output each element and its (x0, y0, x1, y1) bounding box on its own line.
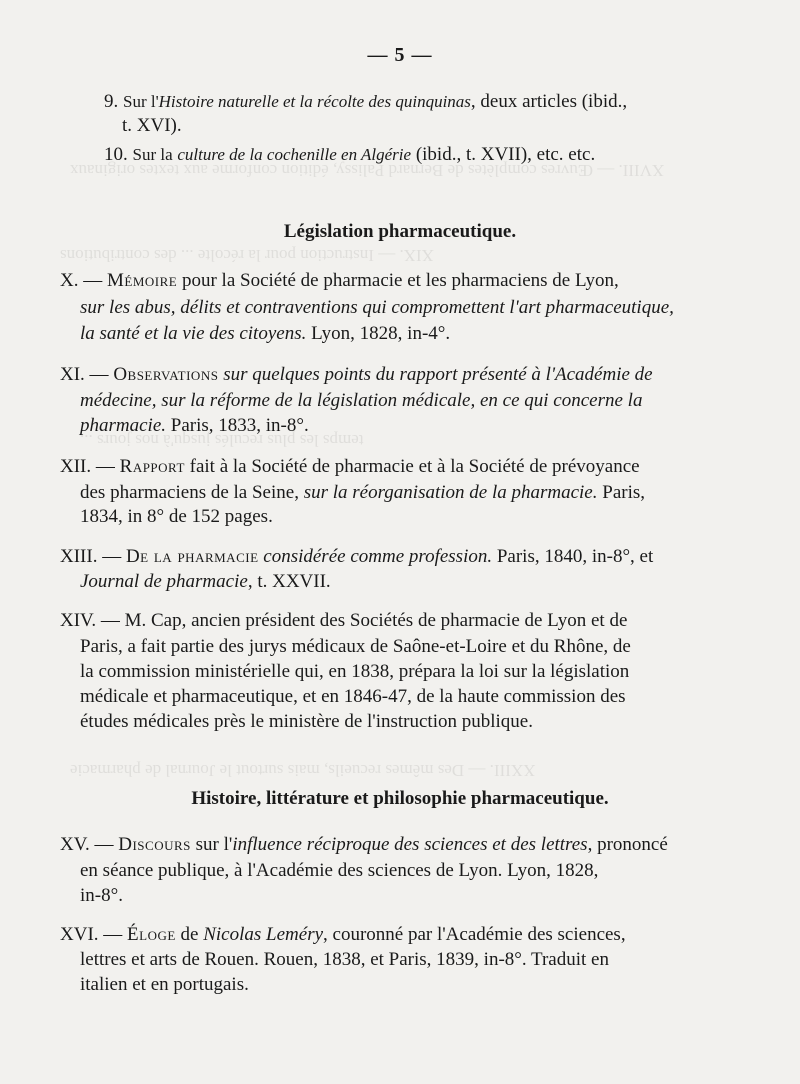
entry-numeral: X. — (60, 270, 103, 291)
entry-xiv-line-3: la commission ministérielle qui, en 1838, prépara la loi sur la législation (80, 661, 630, 682)
entry-text: de (180, 924, 199, 945)
entry-text: des pharmaciens de la Seine, (80, 482, 299, 503)
entry-italic-text: la santé et la vie des citoyens. (80, 323, 307, 344)
list-item-10 (104, 143, 595, 167)
entry-xvi-line-3: italien et en portugais. (80, 974, 249, 995)
entry-numeral: XI. — (60, 364, 109, 385)
entry-xv-line-2: en séance publique, à l'Académie des sciences de Lyon. Lyon, 1828, (80, 860, 599, 881)
bleed-through-text: XIX. — Instruction pour la récolte ... des contributions (60, 246, 434, 265)
entry-xiv-line-4: médicale et pharmaceutique, et en 1846-47, de la haute commission des (80, 686, 626, 707)
entry-xv-line-3: in-8°. (80, 885, 123, 906)
entry-xi-line-2 (80, 389, 642, 413)
entry-italic-text: médecine, sur la réforme de la législation médicale, en ce qui concerne la (80, 390, 643, 411)
entry-numeral: XIV. — (60, 610, 120, 631)
entry-xvi-line-2: lettres et arts de Rouen. Rouen, 1838, et Paris, 1839, in-8°. Traduit en (80, 949, 609, 970)
bleed-through-text: XVIII. — Œuvres complètes de Bernard Palissy, édition conforme aux textes originaux (70, 161, 665, 180)
list-item-9 (104, 90, 627, 114)
entry-italic-text: sur la réorganisation de la pharmacie. (303, 482, 598, 503)
entry-xi-line-3 (80, 414, 309, 438)
entry-label: De la pharmacie (125, 546, 259, 567)
entry-text: pour la Société de pharmacie et les pharmaciens de Lyon, (181, 270, 619, 291)
entry-xii-line-3 (80, 505, 273, 529)
entry-italic-text: influence réciproque des sciences et des lettres (232, 834, 588, 855)
entry-text: 1834, in 8° de 152 pages. (80, 506, 273, 527)
entry-x-line-3 (80, 322, 450, 346)
section-heading: Histoire, littérature et philosophie pharmaceutique. (191, 788, 609, 809)
item-suffix: (ibid., t. XVII), etc. etc. (415, 144, 596, 165)
item-number: 10. (104, 144, 128, 165)
entry-xii-line-1 (60, 455, 640, 479)
entry-xiii-line-1 (60, 545, 653, 569)
entry-xi-line-1 (60, 363, 653, 387)
item-prefix: Sur l' (123, 92, 159, 111)
entry-italic-text: sur les abus, délits et contraventions qui compromettent l'art pharmaceutique, (80, 297, 674, 318)
entry-italic-text: Journal de pharmacie (80, 571, 248, 592)
entry-italic-text: pharmacie. (80, 415, 167, 436)
item-title: Histoire naturelle et la récolte des quinquinas (158, 92, 471, 111)
entry-text: fait à la Société de pharmacie et à la Société de prévoyance (189, 456, 640, 477)
entry-xiv-line-2: Paris, a fait partie des jurys médicaux de Saône-et-Loire et du Rhône, de (80, 636, 631, 657)
list-item-9-cont: t. XVI). (122, 115, 182, 136)
entry-text: , couronné par l'Académie des sciences, (323, 924, 626, 945)
entry-text: sur l' (195, 834, 233, 855)
entry-label: Discours (118, 834, 191, 855)
entry-label: Éloge (127, 924, 176, 945)
section-heading: Législation pharmaceutique. (283, 221, 517, 242)
entry-label: Observations (113, 364, 219, 385)
entry-italic-text: sur quelques points du rapport présenté à l'Académie de (223, 364, 653, 385)
entry-numeral: XVI. — (60, 924, 123, 945)
entry-xv-line-1 (60, 833, 668, 857)
entry-text: Lyon, 1828, in-4°. (311, 323, 451, 344)
entry-xii-line-2 (80, 481, 645, 505)
entry-italic-text: considérée comme profession. (263, 546, 493, 567)
entry-text: Paris, 1833, in-8°. (170, 415, 309, 436)
entry-text: , prononcé (587, 834, 668, 855)
entry-text: Paris, (602, 482, 645, 503)
entry-x-line-2 (80, 296, 674, 320)
item-suffix: , deux articles (ibid., (470, 91, 628, 112)
entry-xiv-line-5: études médicales près le ministère de l'instruction publique. (80, 711, 533, 732)
page-number: — 5 — (367, 44, 433, 66)
entry-text: M. Cap, ancien président des Sociétés de pharmacie de Lyon et de (124, 610, 628, 631)
entry-x-line-1 (60, 269, 619, 293)
entry-italic-text: Nicolas Leméry (203, 924, 324, 945)
entry-numeral: XV. — (60, 834, 114, 855)
entry-xiv-line-1 (60, 609, 627, 633)
entry-text: Paris, 1840, in-8°, et (496, 546, 654, 567)
entry-text: , t. XXVII. (247, 571, 331, 592)
bleed-through-text: temps les plus reculés jusqu'à nos jours ... (80, 431, 364, 450)
entry-label: Mémoire (106, 270, 178, 291)
item-number: 9. (104, 91, 119, 112)
entry-xiii-line-2 (80, 570, 331, 594)
entry-numeral: XII. — (60, 456, 115, 477)
entry-label: Rapport (119, 456, 185, 477)
entry-numeral: XIII. — (60, 546, 122, 567)
item-title: culture de la cochenille en Algérie (177, 145, 412, 164)
entry-xvi-line-1 (60, 923, 626, 947)
bleed-through-text: XXIII. — Des mêmes recueils, mais surtout le Journal de pharmacie (70, 761, 536, 780)
item-prefix: Sur la (132, 145, 173, 164)
